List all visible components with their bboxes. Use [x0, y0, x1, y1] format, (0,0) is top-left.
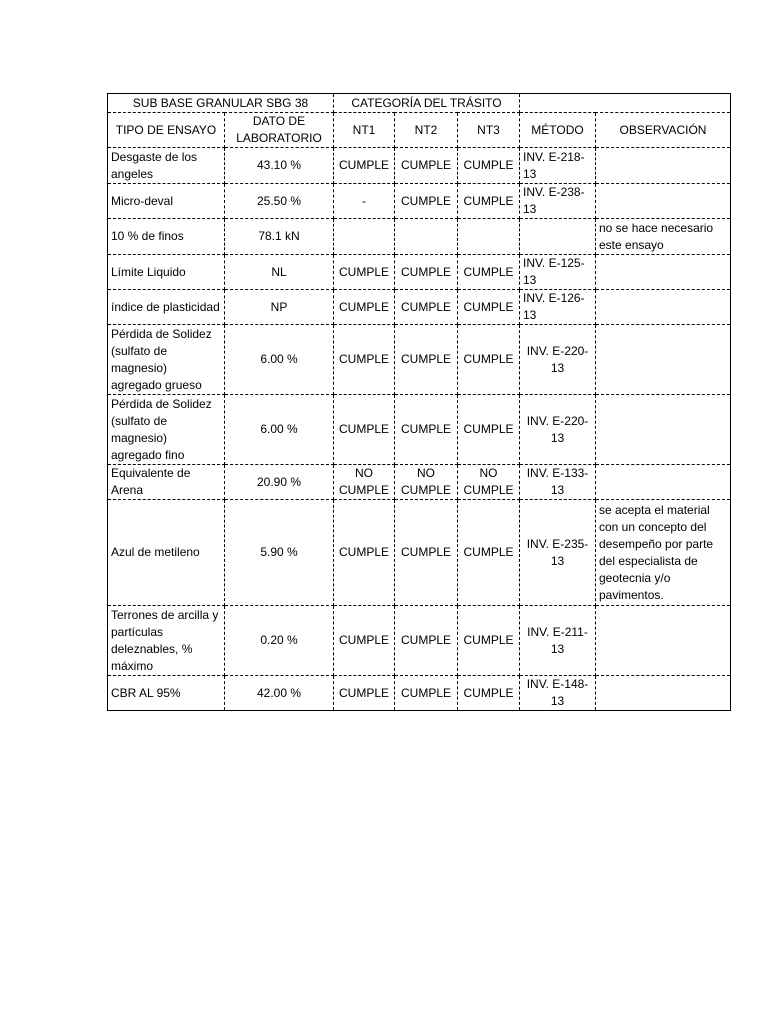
- nt2-cell: CUMPLE: [395, 184, 458, 219]
- table-row: [108, 500, 731, 606]
- nt2-cell: CUMPLE: [395, 148, 458, 184]
- table-row: [108, 465, 731, 500]
- nt2-cell: CUMPLE: [395, 395, 458, 465]
- nt2-cell: CUMPLE: [395, 290, 458, 325]
- lab-value-cell: 5.90 %: [225, 500, 334, 606]
- nt3-cell: NO CUMPLE: [458, 465, 520, 500]
- table-row: [108, 148, 731, 184]
- nt2-cell: CUMPLE: [395, 500, 458, 606]
- lab-value-cell: NP: [225, 290, 334, 325]
- test-name-cell: Desgaste de los angeles: [108, 148, 225, 184]
- test-name-cell: 10 % de finos: [108, 219, 225, 255]
- table-row: [108, 395, 731, 465]
- test-name-cell: Límite Liquido: [108, 255, 225, 290]
- nt2-cell: CUMPLE: [395, 676, 458, 711]
- nt1-cell: NO CUMPLE: [334, 465, 395, 500]
- nt2-cell: CUMPLE: [395, 255, 458, 290]
- method-cell: INV. E-126-13: [520, 290, 596, 325]
- observation-cell: no se hace necesario este ensayo: [596, 219, 731, 255]
- observation-cell: [596, 148, 731, 184]
- observation-cell: se acepta el material con un concepto del desempeño por parte del especialista de geotecnia y/o pavimentos.: [596, 500, 731, 606]
- column-header-nt3: NT3: [458, 113, 520, 148]
- nt3-cell: CUMPLE: [458, 500, 520, 606]
- blank-header-cell: [520, 94, 731, 113]
- traffic-category-header-cell: CATEGORÍA DEL TRÁSITO: [334, 94, 520, 113]
- nt2-cell: CUMPLE: [395, 325, 458, 395]
- nt2-cell: CUMPLE: [395, 606, 458, 676]
- test-name-cell: índice de plasticidad: [108, 290, 225, 325]
- method-cell: INV. E-148-13: [520, 676, 596, 711]
- column-header-method: MÉTODO: [520, 113, 596, 148]
- lab-value-cell: NL: [225, 255, 334, 290]
- nt1-cell: CUMPLE: [334, 395, 395, 465]
- observation-cell: [596, 676, 731, 711]
- lab-value-cell: 6.00 %: [225, 325, 334, 395]
- lab-value-cell: 6.00 %: [225, 395, 334, 465]
- nt1-cell: [334, 219, 395, 255]
- observation-cell: [596, 290, 731, 325]
- nt1-cell: CUMPLE: [334, 148, 395, 184]
- table-row: [108, 325, 731, 395]
- nt1-cell: CUMPLE: [334, 255, 395, 290]
- nt3-cell: CUMPLE: [458, 255, 520, 290]
- test-name-cell: CBR AL 95%: [108, 676, 225, 711]
- method-cell: INV. E-133-13: [520, 465, 596, 500]
- observation-cell: [596, 606, 731, 676]
- test-results-table: [107, 93, 731, 711]
- lab-value-cell: 78.1 kN: [225, 219, 334, 255]
- column-header-lab-data: DATO DE LABORATORIO: [225, 113, 334, 148]
- nt2-cell: NO CUMPLE: [395, 465, 458, 500]
- nt2-cell: [395, 219, 458, 255]
- nt3-cell: CUMPLE: [458, 148, 520, 184]
- column-header-nt1: NT1: [334, 113, 395, 148]
- test-name-cell: Azul de metileno: [108, 500, 225, 606]
- nt1-cell: CUMPLE: [334, 325, 395, 395]
- lab-value-cell: 0.20 %: [225, 606, 334, 676]
- table-row: [108, 255, 731, 290]
- nt3-cell: CUMPLE: [458, 184, 520, 219]
- column-header-nt2: NT2: [395, 113, 458, 148]
- nt3-cell: CUMPLE: [458, 325, 520, 395]
- method-cell: INV. E-220-13: [520, 395, 596, 465]
- observation-cell: [596, 395, 731, 465]
- nt1-cell: CUMPLE: [334, 676, 395, 711]
- nt3-cell: CUMPLE: [458, 290, 520, 325]
- test-name-cell: Terrones de arcilla y partículas deleznables, % máximo: [108, 606, 225, 676]
- nt3-cell: CUMPLE: [458, 606, 520, 676]
- test-name-cell: Micro-deval: [108, 184, 225, 219]
- material-header-cell: SUB BASE GRANULAR SBG 38: [108, 94, 334, 113]
- test-name-cell: Pérdida de Solidez (sulfato de magnesio) agregado fino: [108, 395, 225, 465]
- test-name-cell: Pérdida de Solidez (sulfato de magnesio) agregado grueso: [108, 325, 225, 395]
- nt1-cell: CUMPLE: [334, 606, 395, 676]
- table-row: [108, 606, 731, 676]
- observation-cell: [596, 325, 731, 395]
- method-cell: INV. E-218-13: [520, 148, 596, 184]
- test-name-cell: Equivalente de Arena: [108, 465, 225, 500]
- nt1-cell: CUMPLE: [334, 500, 395, 606]
- column-header-test-type: TIPO DE ENSAYO: [108, 113, 225, 148]
- table-header-top-row: [108, 94, 731, 113]
- method-cell: INV. E-220-13: [520, 325, 596, 395]
- method-cell: INV. E-235-13: [520, 500, 596, 606]
- nt3-cell: CUMPLE: [458, 676, 520, 711]
- nt3-cell: CUMPLE: [458, 395, 520, 465]
- nt1-cell: CUMPLE: [334, 290, 395, 325]
- table-row: [108, 219, 731, 255]
- lab-value-cell: 25.50 %: [225, 184, 334, 219]
- method-cell: [520, 219, 596, 255]
- nt1-cell: -: [334, 184, 395, 219]
- column-header-row: [108, 113, 731, 148]
- method-cell: INV. E-125-13: [520, 255, 596, 290]
- table-row: [108, 184, 731, 219]
- lab-value-cell: 42.00 %: [225, 676, 334, 711]
- lab-value-cell: 43.10 %: [225, 148, 334, 184]
- table-row: [108, 676, 731, 711]
- lab-value-cell: 20.90 %: [225, 465, 334, 500]
- observation-cell: [596, 465, 731, 500]
- observation-cell: [596, 184, 731, 219]
- method-cell: INV. E-211-13: [520, 606, 596, 676]
- observation-cell: [596, 255, 731, 290]
- nt3-cell: [458, 219, 520, 255]
- method-cell: INV. E-238-13: [520, 184, 596, 219]
- table-row: [108, 290, 731, 325]
- column-header-observation: OBSERVACIÓN: [596, 113, 731, 148]
